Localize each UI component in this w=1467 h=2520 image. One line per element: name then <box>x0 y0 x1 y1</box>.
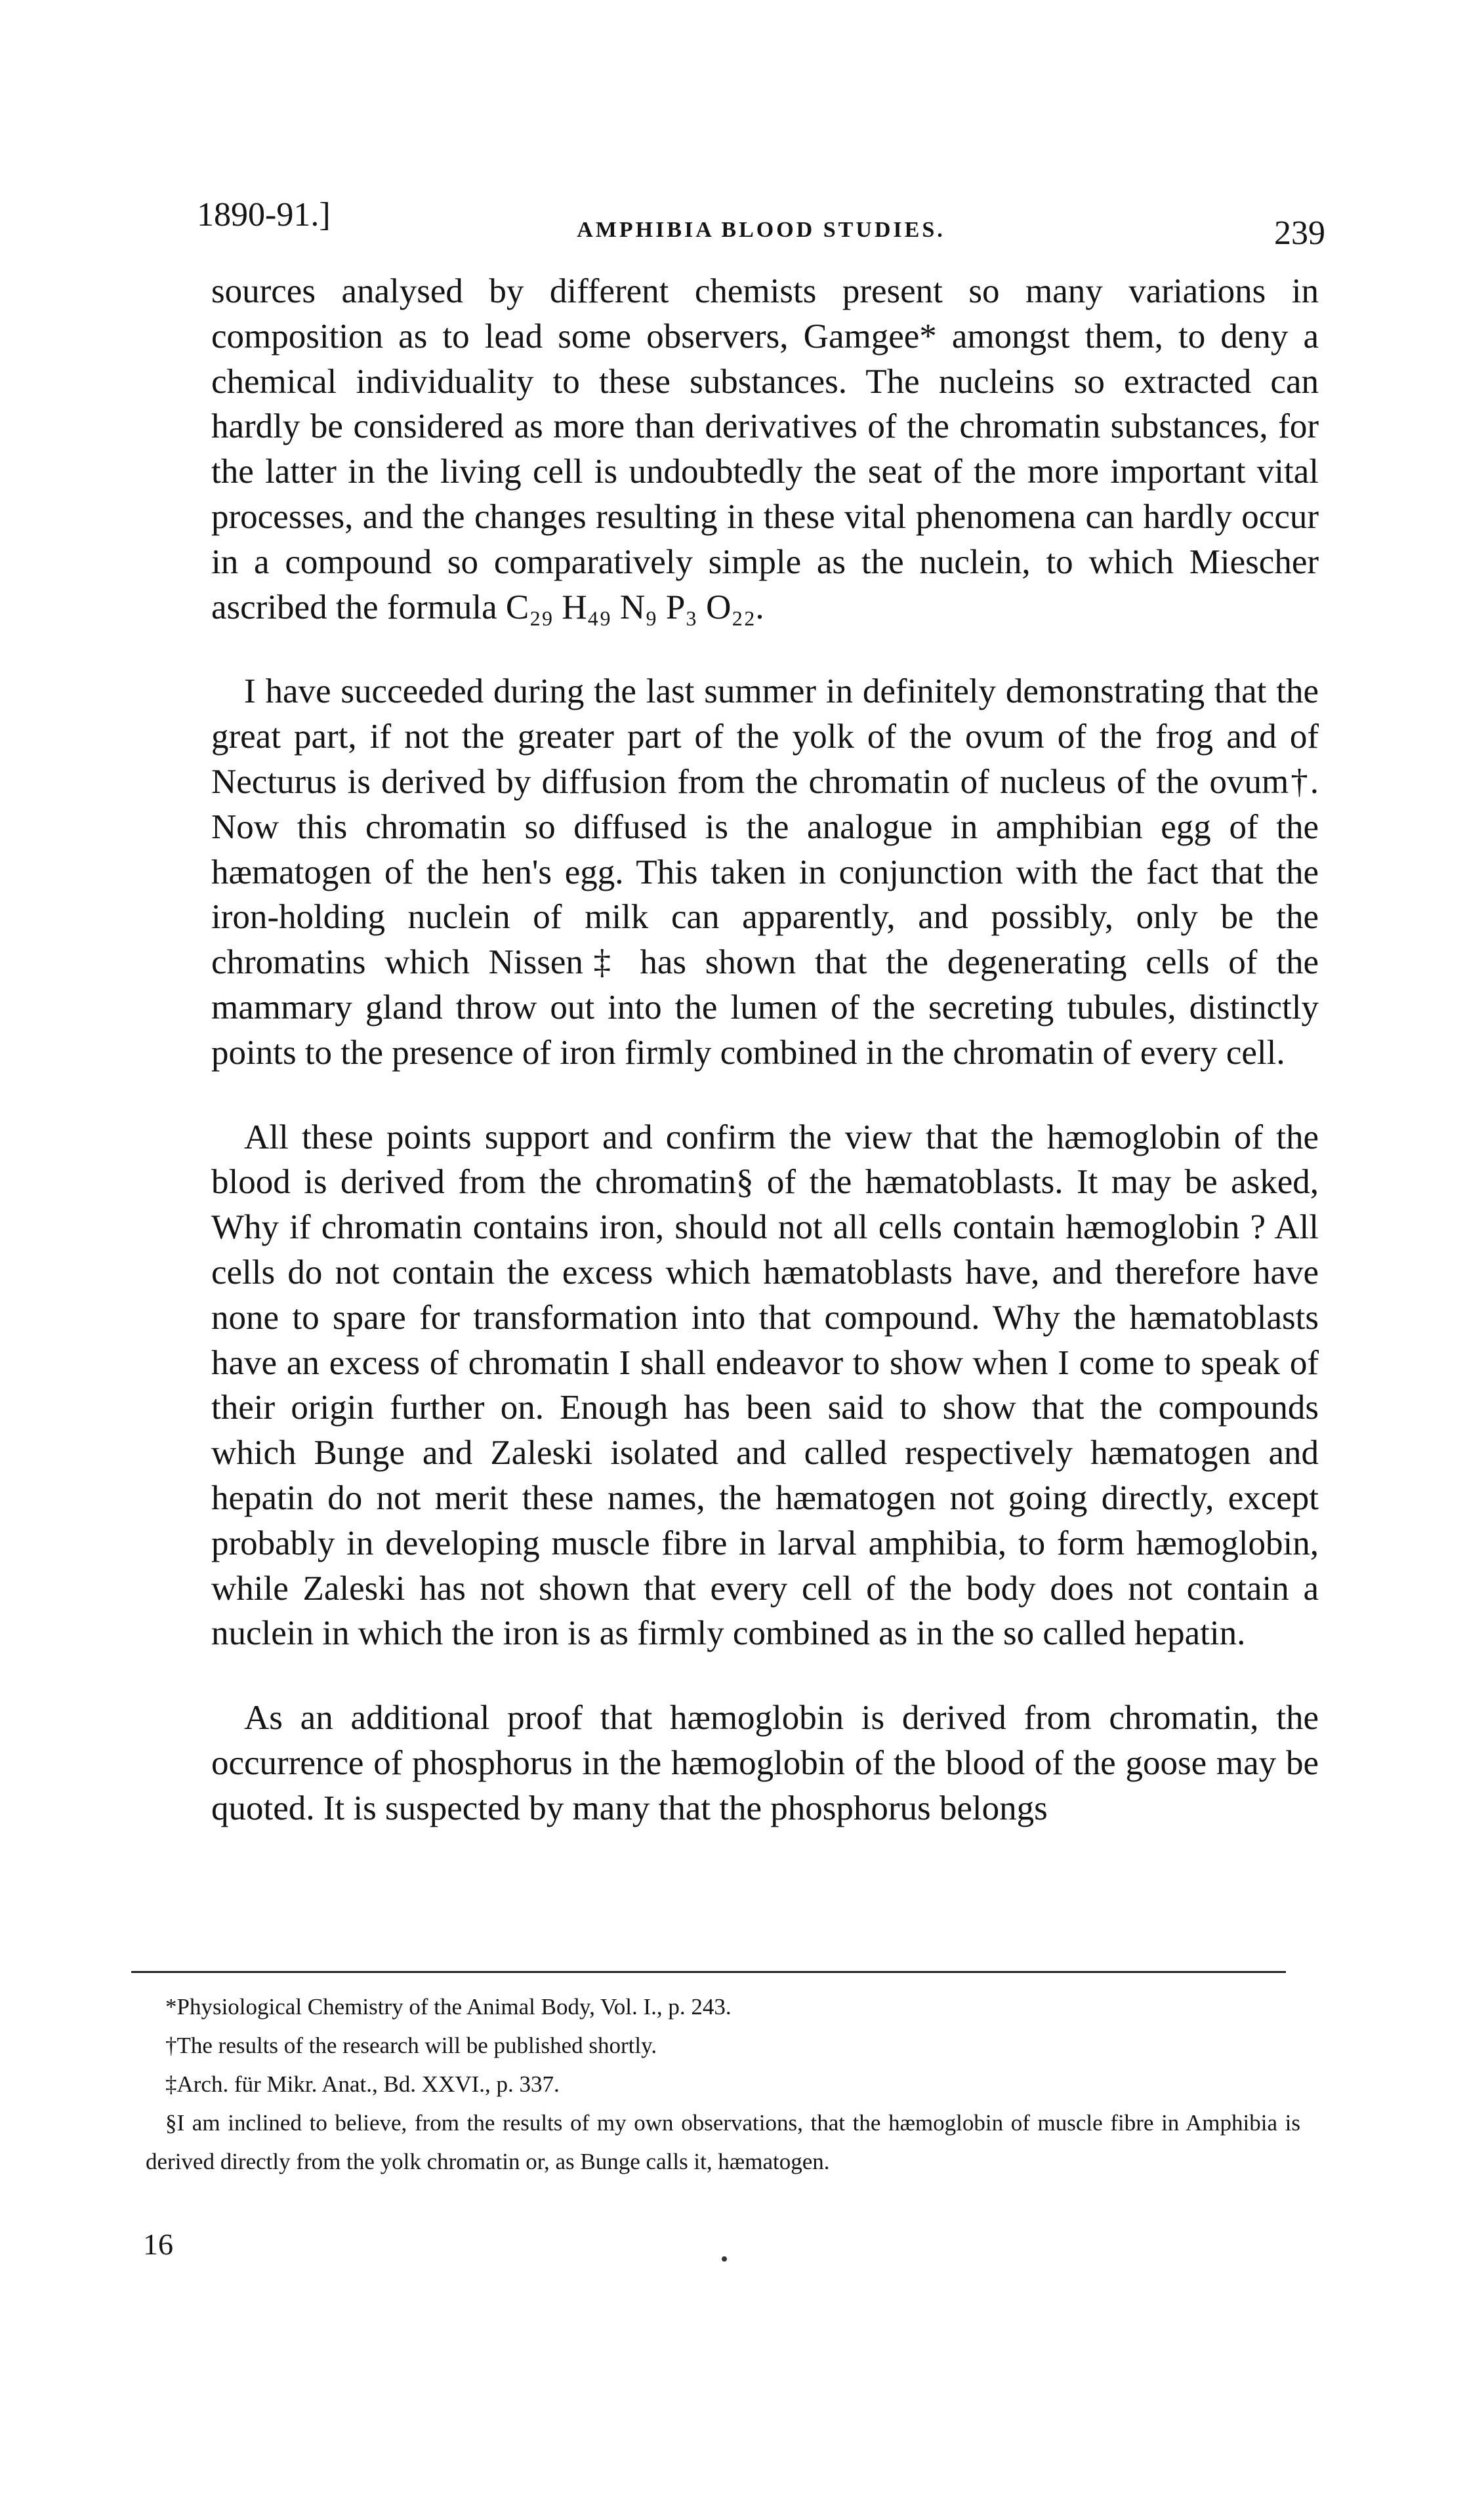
signature-mark: 16 <box>143 2227 173 2261</box>
footnote-4: §I am inclined to believe, from the results of my own observations, that the hæmoglobin of muscle fibre in Amphibia is derived directly from the yolk chromatin or, as Bunge calls it, hæmatogen. <box>146 2110 1300 2174</box>
footnote-1: *Physiological Chemistry of the Animal Body, Vol. I., p. 243. <box>165 1994 732 2020</box>
footnote-rule <box>131 1971 1286 1973</box>
running-header <box>197 190 1325 256</box>
paragraph-1: sources analysed by different chemists present so many variations in composition as to lead some observers, Gamgee* amongst them, to deny a chemical individuality to these substances. The nucleins so extracted can hardly be considered as more than derivatives of the chromatin substances, for the latter in the living cell is undoubtedly the seat of the more important vital processes, and the changes resulting in these vital phenomena can hardly occur in a compound so comparatively simple as the nuclein, to which Miescher ascribed the formula C₂₉ H₄₉ N₉ P₃ O₂₂. <box>211 272 1319 626</box>
paragraph-2: I have succeeded during the last summer in definitely demonstrating that the great part, if not the greater part of the yolk of the ovum of the frog and of Necturus is derived by diffusion from the chromatin of nucleus of the ovum†. Now this chromatin so diffused is the analogue in amphibian egg of the hæmatogen of the hen's egg. This taken in conjunction with the fact that the iron-holding nuclein of milk can apparently, and possibly, only be the chromatins which Nissen‡ has shown that the degenerating cells of the mammary gland throw out into the lumen of the secreting tubules, distinctly points to the presence of iron firmly combined in the chromatin of every cell. <box>211 672 1319 1072</box>
paragraph-3: All these points support and confirm the view that the hæmoglobin of the blood is derived from the chromatin§ of the hæmatoblasts. It may be asked, Why if chromatin contains iron, should not all cells contain hæmoglobin ? All cells do not contain the excess which hæmatoblasts have, and therefore have none to spare for transformation into that compound. Why the hæmatoblasts have an excess of chromatin I shall endeavor to show when I come to speak of their origin further on. Enough has been said to show that the compounds which Bunge and Zaleski isolated and called respectively hæmatogen and hepatin do not merit these names, the hæmatogen not going directly, except probably in developing muscle fibre in larval amphibia, to form hæmoglobin, while Zaleski has not shown that every cell of the body does not contain a nuclein in which the iron is as firmly combined as in the so called hepatin. <box>211 1118 1319 1653</box>
ink-speck <box>722 2256 727 2262</box>
paragraph-4: As an additional proof that hæmoglobin is derived from chromatin, the occurrence of phosphorus in the hæmoglobin of the blood of the goose may be quoted. It is suspected by many that the phosphorus belongs <box>211 1699 1319 1827</box>
volume-years: 1890-91.] <box>197 196 331 234</box>
body-text <box>211 269 1319 1871</box>
page-number: 239 <box>1274 214 1325 252</box>
footnote-2: †The results of the research will be published shortly. <box>165 2033 657 2058</box>
running-title: AMPHIBIA BLOOD STUDIES. <box>577 218 945 242</box>
footnotes <box>146 1987 1300 2181</box>
footnote-3: ‡Arch. für Mikr. Anat., Bd. XXVI., p. 337. <box>165 2071 560 2097</box>
